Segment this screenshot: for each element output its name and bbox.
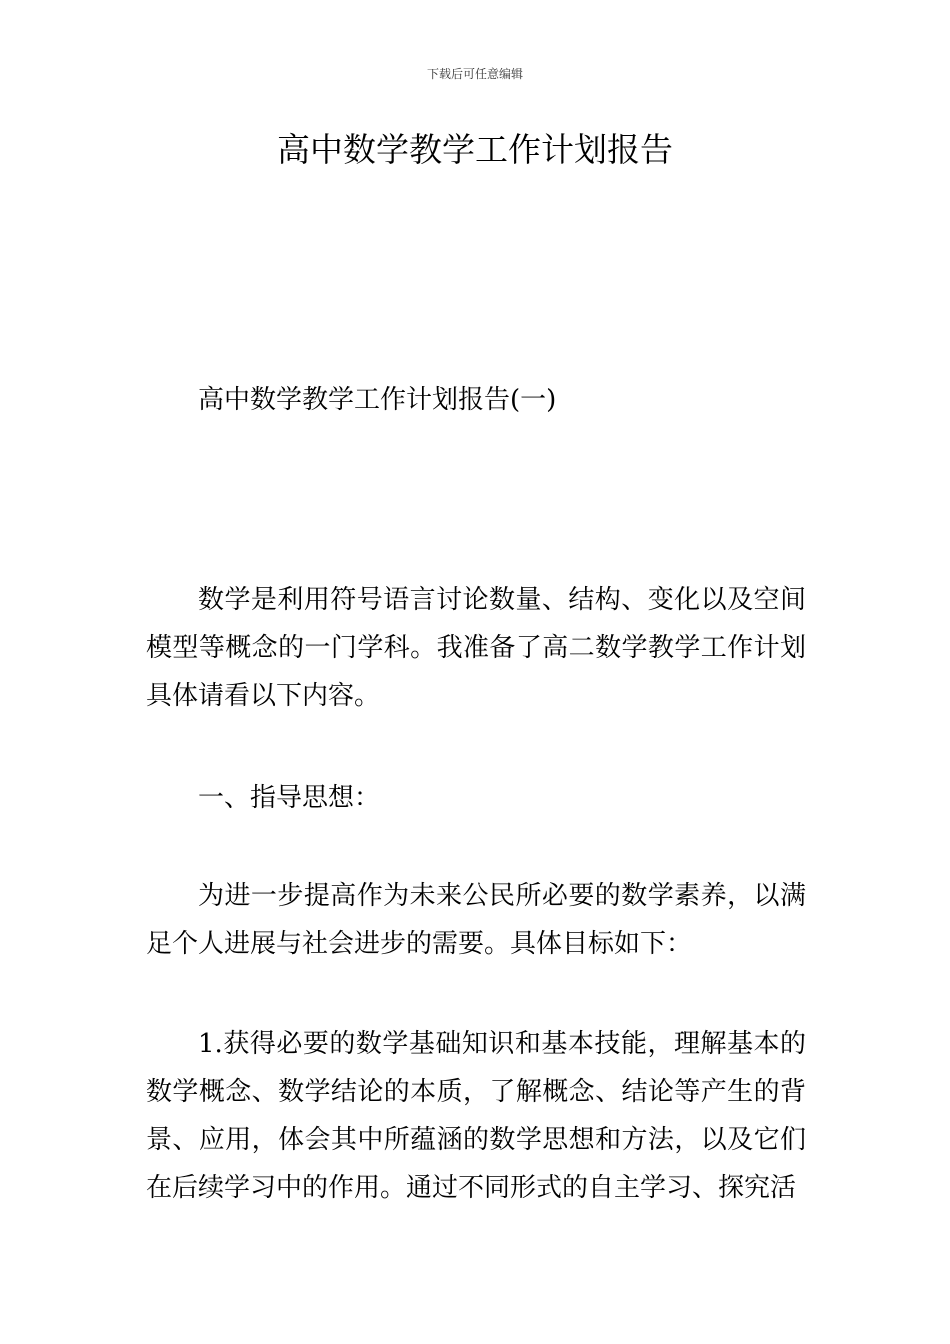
goal-item-1-paragraph: 1.获得必要的数学基础知识和基本技能，理解基本的数学概念、数学结论的本质，了解概念、结论等产生的背景、应用，体会其中所蕴涵的数学思想和方法，以及它们在后续学习中的作用。通过不同形式的自主学习、探究活 bbox=[146, 1029, 806, 1203]
section-heading-guiding-ideas: 一、指导思想： bbox=[198, 783, 381, 813]
intro-paragraph: 数学是利用符号语言讨论数量、结构、变化以及空间模型等概念的一门学科。我准备了高二数学教学工作计划具体请看以下内容。 bbox=[146, 585, 806, 711]
section-subtitle: 高中数学教学工作计划报告(一) bbox=[198, 385, 557, 415]
goal-paragraph: 为进一步提高作为未来公民所必要的数学素养，以满足个人进展与社会进步的需要。具体目标如下： bbox=[146, 881, 806, 959]
header-note: 下载后可任意编辑 bbox=[426, 67, 523, 81]
document-title: 高中数学教学工作计划报告 bbox=[277, 130, 673, 169]
